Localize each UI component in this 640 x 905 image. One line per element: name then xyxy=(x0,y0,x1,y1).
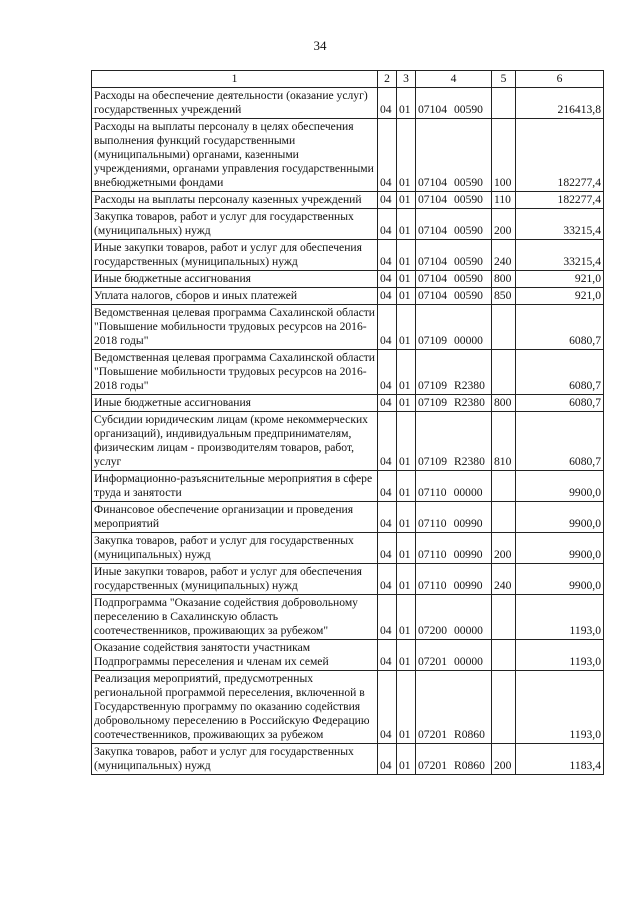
expense-type-cell: 800 xyxy=(492,395,516,412)
expense-name-cell: Иные бюджетные ассигнования xyxy=(92,395,378,412)
expense-name-cell: Закупка товаров, работ и услуг для государственных (муниципальных) нужд xyxy=(92,209,378,240)
subsection-code-cell: 01 xyxy=(397,595,416,640)
target-article-cell xyxy=(416,271,492,288)
amount-cell: 1193,0 xyxy=(516,640,604,671)
table-row xyxy=(92,88,604,119)
expense-type-cell: 110 xyxy=(492,192,516,209)
program-code: 07109 xyxy=(418,396,447,409)
expense-name-cell: Иные закупки товаров, работ и услуг для обеспечения государственных (муниципальных) нужд xyxy=(92,564,378,595)
page-number: 34 xyxy=(313,38,327,53)
program-code: 07200 xyxy=(418,624,447,637)
table-row xyxy=(92,640,604,671)
program-code: 07110 xyxy=(418,486,447,499)
expense-type-cell xyxy=(492,595,516,640)
expense-name-cell: Расходы на выплаты персоналу казенных учреждений xyxy=(92,192,378,209)
expense-name-cell: Иные закупки товаров, работ и услуг для обеспечения государственных (муниципальных) нужд xyxy=(92,240,378,271)
expense-type-cell xyxy=(492,305,516,350)
target-article-cell xyxy=(416,288,492,305)
expense-type-cell xyxy=(492,88,516,119)
program-code: 07201 xyxy=(418,759,447,772)
program-code: 07104 xyxy=(418,289,447,302)
direction-code: 00990 xyxy=(453,548,483,561)
section-code-cell: 04 xyxy=(378,119,397,192)
target-article-cell xyxy=(416,412,492,471)
target-article-cell xyxy=(416,350,492,395)
expense-type-cell: 850 xyxy=(492,288,516,305)
program-code: 07104 xyxy=(418,193,447,206)
expense-type-cell: 200 xyxy=(492,744,516,775)
table-header-row xyxy=(92,71,604,88)
subsection-code-cell: 01 xyxy=(397,502,416,533)
program-code: 07110 xyxy=(418,517,447,530)
amount-cell: 6080,7 xyxy=(516,412,604,471)
direction-code: R0860 xyxy=(453,759,485,772)
subsection-code-cell: 01 xyxy=(397,240,416,271)
amount-cell: 9900,0 xyxy=(516,533,604,564)
amount-cell: 182277,4 xyxy=(516,119,604,192)
target-article-cell xyxy=(416,671,492,744)
direction-code: 00590 xyxy=(453,176,483,189)
expense-name-cell: Подпрограмма "Оказание содействия добровольному переселению в Сахалинскую область соотечественников, проживающих за рубежом" xyxy=(92,595,378,640)
section-code-cell: 04 xyxy=(378,595,397,640)
direction-code: 00590 xyxy=(453,289,483,302)
budget-table xyxy=(91,70,604,775)
subsection-code-cell: 01 xyxy=(397,88,416,119)
target-article-cell xyxy=(416,192,492,209)
program-code: 07109 xyxy=(418,455,447,468)
expense-name-cell: Ведомственная целевая программа Сахалинской области "Повышение мобильности трудовых ресурсов на 2016-2018 годы" xyxy=(92,305,378,350)
target-article-cell xyxy=(416,640,492,671)
table-body xyxy=(92,88,604,775)
amount-cell: 1183,4 xyxy=(516,744,604,775)
program-code: 07104 xyxy=(418,176,447,189)
table-row xyxy=(92,350,604,395)
program-code: 07110 xyxy=(418,579,447,592)
subsection-code-cell: 01 xyxy=(397,350,416,395)
target-article-cell xyxy=(416,564,492,595)
table-row xyxy=(92,395,604,412)
target-article-cell xyxy=(416,395,492,412)
table-row xyxy=(92,595,604,640)
program-code: 07109 xyxy=(418,334,447,347)
header-cell: 3 xyxy=(397,71,416,88)
expense-type-cell xyxy=(492,350,516,395)
subsection-code-cell: 01 xyxy=(397,744,416,775)
subsection-code-cell: 01 xyxy=(397,564,416,595)
header-cell: 1 xyxy=(92,71,378,88)
expense-type-cell xyxy=(492,671,516,744)
target-article-cell xyxy=(416,502,492,533)
table-row xyxy=(92,209,604,240)
direction-code: 00000 xyxy=(453,486,483,499)
target-article-cell xyxy=(416,595,492,640)
subsection-code-cell: 01 xyxy=(397,271,416,288)
direction-code: 00000 xyxy=(453,334,483,347)
amount-cell: 9900,0 xyxy=(516,564,604,595)
section-code-cell: 04 xyxy=(378,471,397,502)
expense-type-cell: 240 xyxy=(492,240,516,271)
table-row xyxy=(92,744,604,775)
expense-name-cell: Ведомственная целевая программа Сахалинской области "Повышение мобильности трудовых ресурсов на 2016-2018 годы" xyxy=(92,350,378,395)
expense-name-cell: Расходы на выплаты персоналу в целях обеспечения выполнения функций государственными (муниципальными) органами, казенными учреждениями, органами управления государственными внебюджетными фондами xyxy=(92,119,378,192)
table-row xyxy=(92,305,604,350)
expense-name-cell: Закупка товаров, работ и услуг для государственных (муниципальных) нужд xyxy=(92,533,378,564)
amount-cell: 6080,7 xyxy=(516,395,604,412)
amount-cell: 216413,8 xyxy=(516,88,604,119)
direction-code: R2380 xyxy=(453,379,485,392)
section-code-cell: 04 xyxy=(378,412,397,471)
target-article-cell xyxy=(416,471,492,502)
section-code-cell: 04 xyxy=(378,533,397,564)
table-row xyxy=(92,288,604,305)
amount-cell: 182277,4 xyxy=(516,192,604,209)
expense-name-cell: Иные бюджетные ассигнования xyxy=(92,271,378,288)
program-code: 07201 xyxy=(418,728,447,741)
amount-cell: 33215,4 xyxy=(516,209,604,240)
section-code-cell: 04 xyxy=(378,350,397,395)
section-code-cell: 04 xyxy=(378,271,397,288)
expense-type-cell: 240 xyxy=(492,564,516,595)
section-code-cell: 04 xyxy=(378,288,397,305)
subsection-code-cell: 01 xyxy=(397,119,416,192)
amount-cell: 33215,4 xyxy=(516,240,604,271)
amount-cell: 9900,0 xyxy=(516,502,604,533)
target-article-cell xyxy=(416,209,492,240)
program-code: 07201 xyxy=(418,655,447,668)
direction-code: 00000 xyxy=(453,624,483,637)
direction-code: 00000 xyxy=(453,655,483,668)
program-code: 07110 xyxy=(418,548,447,561)
expense-type-cell: 800 xyxy=(492,271,516,288)
direction-code: 00590 xyxy=(453,224,483,237)
direction-code: 00590 xyxy=(453,272,483,285)
section-code-cell: 04 xyxy=(378,502,397,533)
header-cell: 4 xyxy=(416,71,492,88)
expense-type-cell xyxy=(492,471,516,502)
subsection-code-cell: 01 xyxy=(397,412,416,471)
table-row xyxy=(92,412,604,471)
expense-type-cell: 100 xyxy=(492,119,516,192)
table-row xyxy=(92,240,604,271)
section-code-cell: 04 xyxy=(378,209,397,240)
section-code-cell: 04 xyxy=(378,395,397,412)
amount-cell: 921,0 xyxy=(516,271,604,288)
subsection-code-cell: 01 xyxy=(397,305,416,350)
expense-name-cell: Расходы на обеспечение деятельности (оказание услуг) государственных учреждений xyxy=(92,88,378,119)
subsection-code-cell: 01 xyxy=(397,395,416,412)
amount-cell: 1193,0 xyxy=(516,671,604,744)
target-article-cell xyxy=(416,240,492,271)
subsection-code-cell: 01 xyxy=(397,288,416,305)
direction-code: R0860 xyxy=(453,728,485,741)
section-code-cell: 04 xyxy=(378,564,397,595)
direction-code: R2380 xyxy=(453,396,485,409)
expense-name-cell: Уплата налогов, сборов и иных платежей xyxy=(92,288,378,305)
header-cell: 6 xyxy=(516,71,604,88)
expense-type-cell: 200 xyxy=(492,209,516,240)
expense-name-cell: Закупка товаров, работ и услуг для государственных (муниципальных) нужд xyxy=(92,744,378,775)
table-row xyxy=(92,502,604,533)
table-row xyxy=(92,564,604,595)
amount-cell: 9900,0 xyxy=(516,471,604,502)
table-row xyxy=(92,471,604,502)
section-code-cell: 04 xyxy=(378,744,397,775)
table-row xyxy=(92,192,604,209)
program-code: 07109 xyxy=(418,379,447,392)
target-article-cell xyxy=(416,744,492,775)
expense-type-cell xyxy=(492,640,516,671)
expense-name-cell: Информационно-разъяснительные мероприятия в сфере труда и занятости xyxy=(92,471,378,502)
expense-name-cell: Реализация мероприятий, предусмотренных региональной программой переселения, включенной в Государственную программу по оказанию содействия добровольному переселению в Российскую Федерацию соотечественников, проживающих за рубежом xyxy=(92,671,378,744)
target-article-cell xyxy=(416,119,492,192)
direction-code: 00590 xyxy=(453,193,483,206)
direction-code: 00590 xyxy=(453,255,483,268)
direction-code: 00990 xyxy=(453,579,483,592)
section-code-cell: 04 xyxy=(378,240,397,271)
amount-cell: 6080,7 xyxy=(516,350,604,395)
program-code: 07104 xyxy=(418,103,447,116)
target-article-cell xyxy=(416,305,492,350)
program-code: 07104 xyxy=(418,224,447,237)
amount-cell: 921,0 xyxy=(516,288,604,305)
subsection-code-cell: 01 xyxy=(397,533,416,564)
subsection-code-cell: 01 xyxy=(397,192,416,209)
section-code-cell: 04 xyxy=(378,305,397,350)
expense-type-cell: 810 xyxy=(492,412,516,471)
subsection-code-cell: 01 xyxy=(397,671,416,744)
expense-name-cell: Финансовое обеспечение организации и проведения мероприятий xyxy=(92,502,378,533)
direction-code: 00990 xyxy=(453,517,483,530)
direction-code: R2380 xyxy=(453,455,485,468)
amount-cell: 6080,7 xyxy=(516,305,604,350)
subsection-code-cell: 01 xyxy=(397,471,416,502)
direction-code: 00590 xyxy=(453,103,483,116)
program-code: 07104 xyxy=(418,255,447,268)
table-row xyxy=(92,119,604,192)
subsection-code-cell: 01 xyxy=(397,640,416,671)
header-cell: 2 xyxy=(378,71,397,88)
section-code-cell: 04 xyxy=(378,88,397,119)
program-code: 07104 xyxy=(418,272,447,285)
expense-type-cell: 200 xyxy=(492,533,516,564)
table-row xyxy=(92,271,604,288)
amount-cell: 1193,0 xyxy=(516,595,604,640)
section-code-cell: 04 xyxy=(378,192,397,209)
expense-type-cell xyxy=(492,502,516,533)
table-row xyxy=(92,671,604,744)
section-code-cell: 04 xyxy=(378,671,397,744)
target-article-cell xyxy=(416,533,492,564)
header-cell: 5 xyxy=(492,71,516,88)
expense-name-cell: Оказание содействия занятости участникам Подпрограммы переселения и членам их семей xyxy=(92,640,378,671)
target-article-cell xyxy=(416,88,492,119)
section-code-cell: 04 xyxy=(378,640,397,671)
subsection-code-cell: 01 xyxy=(397,209,416,240)
table-row xyxy=(92,533,604,564)
expense-name-cell: Субсидии юридическим лицам (кроме некоммерческих организаций), индивидуальным предпринимателям, физическим лицам - производителям товаров, работ, услуг xyxy=(92,412,378,471)
